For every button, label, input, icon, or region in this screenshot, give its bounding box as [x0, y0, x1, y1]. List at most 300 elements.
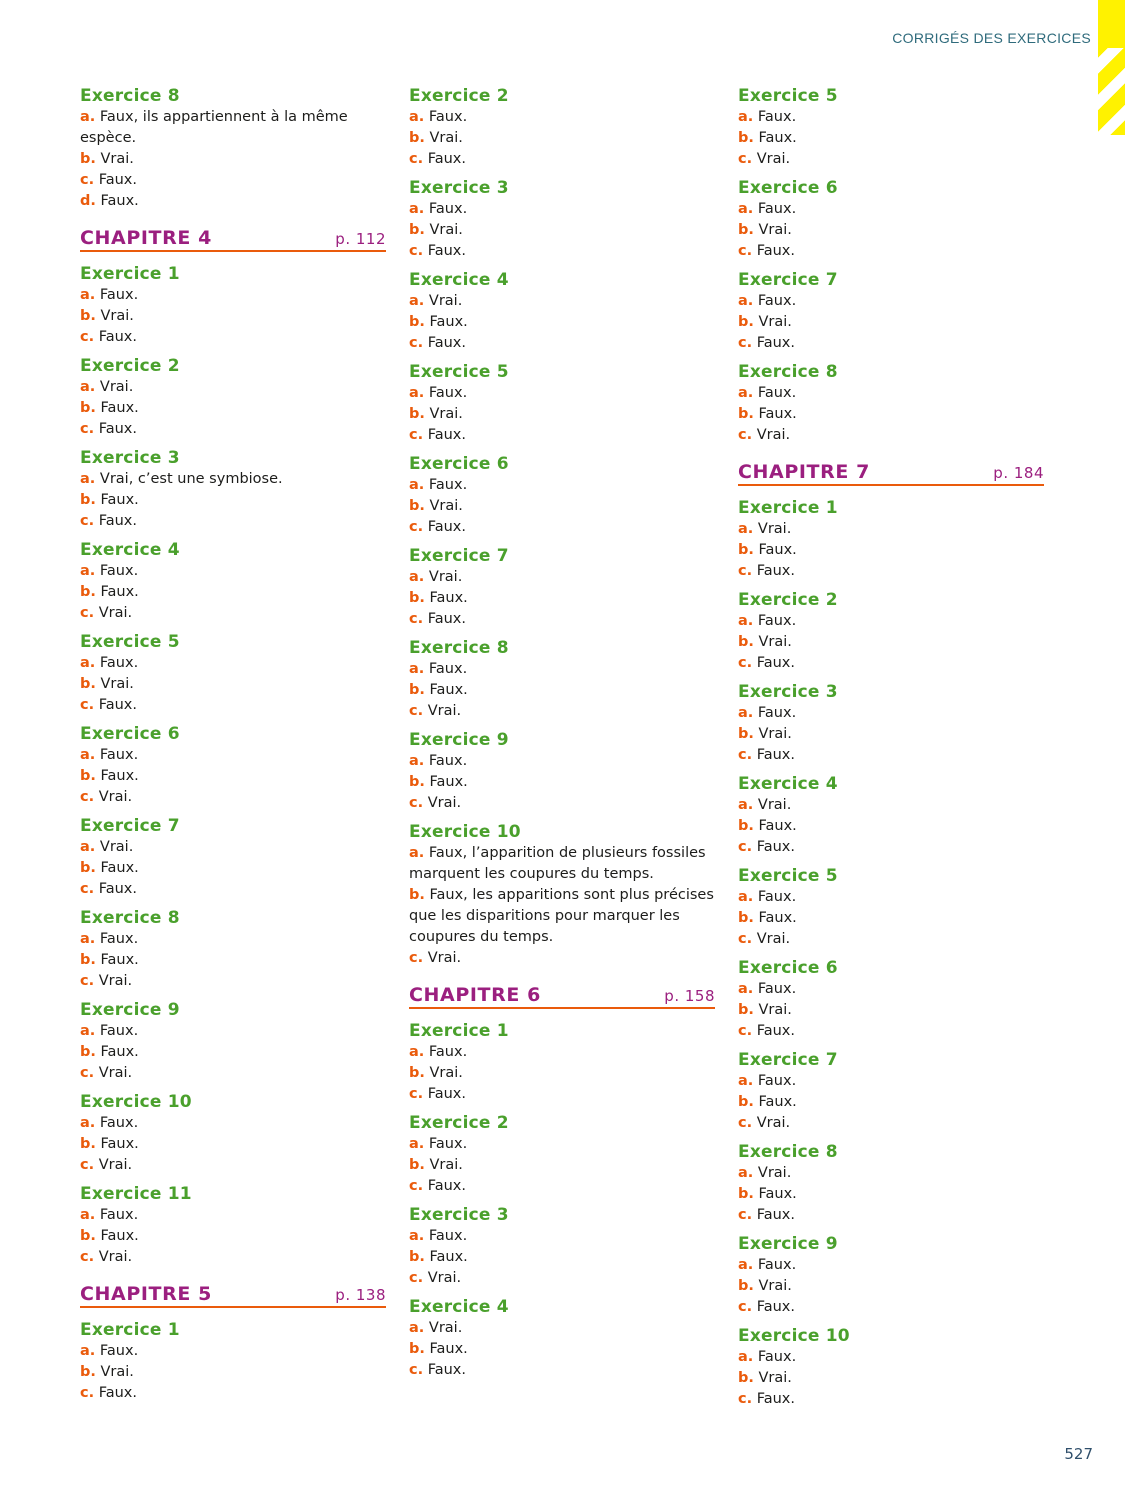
answer-letter: c.: [80, 605, 95, 621]
answer-text: Faux.: [753, 406, 797, 422]
answer-letter: b.: [409, 590, 425, 606]
answer-letter: b.: [409, 1249, 425, 1265]
exercise-block: [80, 540, 390, 624]
answer-line: [738, 745, 1048, 766]
answer-text: Vrai.: [753, 726, 792, 742]
answer-text: Faux.: [95, 860, 139, 876]
answer-text: Vrai.: [95, 379, 134, 395]
exercise-block: [80, 908, 390, 992]
exercise-title: Exercice 7: [738, 270, 838, 290]
answer-letter: a.: [738, 109, 754, 125]
answer-letter: a.: [409, 1228, 425, 1244]
column-2: [409, 86, 719, 1389]
answer-letter: a.: [80, 1343, 96, 1359]
answer-line: [80, 674, 390, 695]
answer-line: [80, 490, 390, 511]
answer-text: Vrai.: [753, 1002, 792, 1018]
answer-text: Vrai.: [94, 1249, 133, 1265]
answer-line: [80, 377, 390, 398]
exercise-block: [738, 958, 1048, 1042]
answer-text: Faux.: [424, 1044, 468, 1060]
answer-letter: b.: [409, 1341, 425, 1357]
answer-text: Faux.: [753, 1186, 797, 1202]
answer-letter: b.: [80, 308, 96, 324]
answer-line: [80, 398, 390, 419]
answer-letter: b.: [738, 130, 754, 146]
answer-line: [80, 1021, 390, 1042]
answer-line: [409, 517, 719, 538]
answer-text: Faux.: [753, 385, 797, 401]
exercise-title: Exercice 5: [409, 362, 509, 382]
exercise-block: [80, 1000, 390, 1084]
answer-letter: c.: [409, 335, 424, 351]
answer-text: Vrai.: [753, 1278, 792, 1294]
exercise-block: [80, 1092, 390, 1176]
answer-text: Faux.: [94, 697, 137, 713]
exercise-title: Exercice 9: [80, 1000, 180, 1020]
answer-line: [409, 312, 719, 333]
answer-letter: c.: [738, 1115, 753, 1131]
answer-text: Vrai.: [95, 839, 134, 855]
answer-letter: c.: [80, 1249, 95, 1265]
answer-line: [738, 816, 1048, 837]
answer-letter: b.: [409, 314, 425, 330]
exercise-block: [80, 632, 390, 716]
answer-letter: b.: [80, 151, 96, 167]
answer-line: [738, 887, 1048, 908]
exercise-title: Exercice 6: [738, 178, 838, 198]
answer-text: Vrai.: [753, 222, 792, 238]
answer-line: [80, 858, 390, 879]
exercise-title: Exercice 2: [80, 356, 180, 376]
answer-letter: c.: [80, 973, 95, 989]
answer-letter: a.: [409, 1320, 425, 1336]
answer-line: [80, 1155, 390, 1176]
answer-letter: b.: [409, 222, 425, 238]
answer-text: Faux.: [94, 172, 137, 188]
answer-text: Vrai.: [753, 634, 792, 650]
answer-text: Faux.: [424, 682, 468, 698]
answer-text: Vrai.: [424, 498, 463, 514]
exercise-title: Exercice 4: [80, 540, 180, 560]
answer-letter: b.: [80, 400, 96, 416]
answer-text: Faux.: [424, 1341, 468, 1357]
answer-letter: b.: [738, 1186, 754, 1202]
answer-line: [409, 199, 719, 220]
answer-letter: b.: [80, 1228, 96, 1244]
answer-letter: c.: [80, 329, 95, 345]
answer-letter: c.: [738, 1207, 753, 1223]
answer-line: [409, 333, 719, 354]
answer-text: Faux, l’apparition de plusieurs fossiles marquent les coupures du temps.: [409, 845, 706, 882]
answer-text: Faux.: [753, 130, 797, 146]
answer-line: [80, 971, 390, 992]
answer-letter: a.: [409, 1136, 425, 1152]
answer-line: [409, 659, 719, 680]
answer-line: [80, 787, 390, 808]
answer-line: [80, 561, 390, 582]
answer-letter: a.: [80, 1023, 96, 1039]
exercise-block: [738, 270, 1048, 354]
exercise-title: Exercice 2: [409, 86, 509, 106]
answer-text: Faux, ils appartiennent à la même espèce.: [80, 109, 348, 146]
answer-text: Faux.: [753, 910, 797, 926]
answer-line: [738, 128, 1048, 149]
answer-letter: a.: [738, 1165, 754, 1181]
exercise-block: [409, 178, 719, 262]
answer-letter: b.: [80, 492, 96, 508]
answer-text: Vrai.: [424, 293, 463, 309]
answer-text: Faux.: [423, 427, 466, 443]
answer-line: [738, 1184, 1048, 1205]
exercise-title: Exercice 4: [738, 774, 838, 794]
answer-letter: b.: [738, 314, 754, 330]
exercise-title: Exercice 3: [738, 682, 838, 702]
answer-text: Faux.: [423, 519, 466, 535]
answer-line: [738, 1389, 1048, 1410]
answer-line: [80, 1362, 390, 1383]
answer-line: [738, 611, 1048, 632]
answer-text: Faux.: [752, 243, 795, 259]
answer-letter: b.: [738, 1370, 754, 1386]
answer-letter: a.: [738, 1349, 754, 1365]
answer-letter: c.: [738, 747, 753, 763]
yellow-stripe-decoration: [1098, 0, 1125, 135]
answer-text: Faux.: [753, 889, 797, 905]
answer-text: Faux.: [94, 513, 137, 529]
answer-line: [80, 1063, 390, 1084]
answer-text: Faux.: [95, 747, 139, 763]
answer-line: [80, 603, 390, 624]
answer-line: [738, 979, 1048, 1000]
answer-text: Vrai, c’est une symbiose.: [95, 471, 283, 487]
answer-line: [409, 1247, 719, 1268]
answer-letter: a.: [738, 1257, 754, 1273]
answer-letter: c.: [80, 1065, 95, 1081]
answer-letter: c.: [80, 513, 95, 529]
answer-text: Faux.: [95, 287, 139, 303]
answer-line: [738, 908, 1048, 929]
answer-letter: a.: [409, 1044, 425, 1060]
answer-letter: c.: [80, 697, 95, 713]
answer-line: [409, 291, 719, 312]
answer-letter: c.: [738, 151, 753, 167]
answer-text: Vrai.: [752, 931, 791, 947]
chapter-page-ref: p. 184: [993, 464, 1044, 482]
answer-text: Faux.: [94, 881, 137, 897]
answer-line: [738, 632, 1048, 653]
answer-line: [409, 1134, 719, 1155]
exercise-title: Exercice 3: [80, 448, 180, 468]
answer-letter: a.: [409, 569, 425, 585]
chapter-title: CHAPITRE 5: [80, 1283, 212, 1305]
answer-line: [409, 496, 719, 517]
exercise-block: [738, 1326, 1048, 1410]
answer-line: [80, 1113, 390, 1134]
answer-text: Faux.: [423, 611, 466, 627]
answer-text: Faux.: [753, 1257, 797, 1273]
answer-line: [738, 404, 1048, 425]
answer-letter: b.: [738, 222, 754, 238]
answer-line: [409, 1176, 719, 1197]
answer-letter: c.: [409, 427, 424, 443]
exercise-block: [409, 1205, 719, 1289]
exercise-title: Exercice 4: [409, 1297, 509, 1317]
answer-line: [409, 475, 719, 496]
answer-text: Vrai.: [752, 427, 791, 443]
answer-line: [80, 695, 390, 716]
exercise-title: Exercice 10: [738, 1326, 850, 1346]
answer-line: [80, 170, 390, 191]
answer-letter: a.: [738, 385, 754, 401]
answer-letter: c.: [409, 1086, 424, 1102]
exercise-title: Exercice 8: [409, 638, 509, 658]
exercise-title: Exercice 11: [80, 1184, 192, 1204]
chapter-title: CHAPITRE 7: [738, 461, 870, 483]
answer-line: [80, 1134, 390, 1155]
answer-text: Faux.: [424, 314, 468, 330]
answer-text: Vrai.: [752, 1115, 791, 1131]
answer-letter: d.: [80, 193, 96, 209]
exercise-block: [80, 724, 390, 808]
answer-line: [738, 1347, 1048, 1368]
answer-letter: b.: [80, 1364, 96, 1380]
exercise-block: [738, 1234, 1048, 1318]
answer-text: Faux.: [752, 1299, 795, 1315]
answer-text: Faux.: [752, 655, 795, 671]
exercise-block: [409, 546, 719, 630]
exercise-title: Exercice 2: [738, 590, 838, 610]
answer-line: [80, 582, 390, 603]
exercise-block: [80, 448, 390, 532]
exercise-title: Exercice 8: [738, 362, 838, 382]
answer-line: [409, 1226, 719, 1247]
exercise-block: [738, 1142, 1048, 1226]
answer-text: Faux.: [753, 201, 797, 217]
answer-text: Faux.: [424, 201, 468, 217]
answer-line: [738, 561, 1048, 582]
answer-line: [409, 948, 719, 969]
exercise-title: Exercice 1: [738, 498, 838, 518]
answer-text: Faux.: [95, 1115, 139, 1131]
answer-letter: b.: [80, 584, 96, 600]
answer-text: Faux.: [95, 931, 139, 947]
answer-line: [738, 519, 1048, 540]
answer-text: Vrai.: [94, 605, 133, 621]
exercise-block: [409, 454, 719, 538]
answer-letter: a.: [80, 379, 96, 395]
answer-text: Faux.: [423, 335, 466, 351]
answer-letter: a.: [80, 931, 96, 947]
answer-letter: c.: [80, 1157, 95, 1173]
answer-letter: a.: [80, 287, 96, 303]
answer-text: Vrai.: [94, 789, 133, 805]
answer-line: [80, 327, 390, 348]
answer-text: Faux.: [95, 952, 139, 968]
answer-letter: a.: [409, 385, 425, 401]
exercise-block: [409, 1021, 719, 1105]
chapter-heading: [80, 1282, 386, 1308]
answer-text: Vrai.: [95, 151, 134, 167]
answer-text: Faux.: [753, 293, 797, 309]
exercise-title: Exercice 8: [738, 1142, 838, 1162]
exercise-block: [409, 86, 719, 170]
answer-letter: a.: [738, 889, 754, 905]
answer-letter: a.: [738, 293, 754, 309]
answer-letter: c.: [738, 335, 753, 351]
answer-line: [80, 766, 390, 787]
page-number: 527: [1064, 1445, 1093, 1463]
answer-line: [80, 837, 390, 858]
answer-line: [738, 837, 1048, 858]
answer-line: [80, 107, 390, 149]
answer-letter: b.: [738, 542, 754, 558]
chapter-title: CHAPITRE 4: [80, 227, 212, 249]
exercise-block: [409, 1113, 719, 1197]
answer-letter: a.: [409, 293, 425, 309]
answer-line: [738, 1276, 1048, 1297]
answer-line: [409, 1318, 719, 1339]
answer-line: [409, 701, 719, 722]
exercise-block: [409, 638, 719, 722]
exercise-title: Exercice 4: [409, 270, 509, 290]
answer-letter: a.: [738, 613, 754, 629]
answer-line: [80, 1383, 390, 1404]
answer-text: Faux.: [753, 613, 797, 629]
answer-text: Faux.: [752, 839, 795, 855]
answer-line: [409, 149, 719, 170]
answer-letter: a.: [409, 109, 425, 125]
answer-letter: b.: [738, 406, 754, 422]
answer-line: [738, 1368, 1048, 1389]
exercise-block: [738, 362, 1048, 446]
answer-letter: b.: [738, 634, 754, 650]
chapter-title: CHAPITRE 6: [409, 984, 541, 1006]
answer-letter: b.: [409, 498, 425, 514]
answer-letter: a.: [409, 661, 425, 677]
chapter-heading: [738, 460, 1044, 486]
answer-letter: b.: [738, 910, 754, 926]
exercise-title: Exercice 6: [409, 454, 509, 474]
answer-line: [738, 333, 1048, 354]
exercise-title: Exercice 3: [409, 178, 509, 198]
answer-text: Faux.: [753, 818, 797, 834]
answer-line: [409, 680, 719, 701]
answer-line: [409, 1063, 719, 1084]
answer-letter: c.: [738, 839, 753, 855]
answer-text: Faux.: [752, 1023, 795, 1039]
answer-text: Vrai.: [752, 151, 791, 167]
answer-letter: a.: [409, 477, 425, 493]
answer-letter: b.: [738, 726, 754, 742]
answer-line: [738, 795, 1048, 816]
exercise-block: [80, 1184, 390, 1268]
answer-line: [80, 745, 390, 766]
answer-line: [409, 383, 719, 404]
answer-line: [409, 1339, 719, 1360]
column-1: [80, 86, 390, 1412]
exercise-block: [738, 590, 1048, 674]
exercise-block: [738, 774, 1048, 858]
answer-text: Vrai.: [423, 795, 462, 811]
answer-letter: a.: [409, 845, 425, 861]
exercise-title: Exercice 8: [80, 86, 180, 106]
answer-text: Vrai.: [423, 703, 462, 719]
answer-letter: c.: [738, 1023, 753, 1039]
answer-letter: a.: [738, 521, 754, 537]
answer-line: [738, 1205, 1048, 1226]
answer-letter: a.: [409, 201, 425, 217]
answer-line: [409, 220, 719, 241]
exercise-block: [80, 816, 390, 900]
exercise-title: Exercice 5: [738, 86, 838, 106]
answer-text: Vrai.: [424, 130, 463, 146]
exercise-block: [738, 1050, 1048, 1134]
answer-text: Faux.: [752, 747, 795, 763]
answer-line: [80, 191, 390, 212]
answer-line: [409, 843, 719, 885]
answer-text: Faux.: [95, 1228, 139, 1244]
answer-line: [409, 404, 719, 425]
answer-line: [409, 793, 719, 814]
answer-line: [409, 1360, 719, 1381]
answer-line: [409, 1268, 719, 1289]
answer-text: Faux.: [424, 1228, 468, 1244]
answer-line: [409, 751, 719, 772]
answer-text: Faux.: [95, 193, 139, 209]
answer-letter: c.: [409, 795, 424, 811]
answer-text: Faux.: [753, 1349, 797, 1365]
answer-text: Faux.: [95, 768, 139, 784]
answer-line: [409, 1042, 719, 1063]
answer-letter: c.: [409, 611, 424, 627]
exercise-title: Exercice 7: [80, 816, 180, 836]
answer-text: Faux.: [753, 1094, 797, 1110]
exercise-block: [409, 362, 719, 446]
exercise-block: [409, 730, 719, 814]
answer-letter: a.: [738, 201, 754, 217]
answer-letter: b.: [409, 1157, 425, 1173]
answer-text: Faux.: [95, 400, 139, 416]
answer-line: [738, 703, 1048, 724]
answer-text: Faux.: [753, 1073, 797, 1089]
answer-letter: b.: [409, 682, 425, 698]
exercise-block: [738, 682, 1048, 766]
exercise-title: Exercice 7: [409, 546, 509, 566]
answer-letter: c.: [409, 1270, 424, 1286]
exercise-title: Exercice 9: [738, 1234, 838, 1254]
answer-letter: a.: [80, 471, 96, 487]
exercise-block: [738, 86, 1048, 170]
answer-letter: c.: [80, 881, 95, 897]
answer-text: Faux.: [95, 563, 139, 579]
answer-line: [80, 511, 390, 532]
answer-text: Faux.: [424, 661, 468, 677]
answer-letter: c.: [409, 243, 424, 259]
answer-letter: b.: [738, 1094, 754, 1110]
answer-line: [738, 241, 1048, 262]
answer-text: Vrai.: [424, 1157, 463, 1173]
answer-letter: b.: [80, 768, 96, 784]
answer-text: Faux.: [423, 1178, 466, 1194]
exercise-block: [409, 270, 719, 354]
answer-letter: b.: [409, 406, 425, 422]
answer-line: [738, 724, 1048, 745]
answer-text: Faux.: [424, 109, 468, 125]
answer-text: Faux.: [423, 1086, 466, 1102]
answer-letter: c.: [738, 931, 753, 947]
answer-text: Faux.: [94, 421, 137, 437]
